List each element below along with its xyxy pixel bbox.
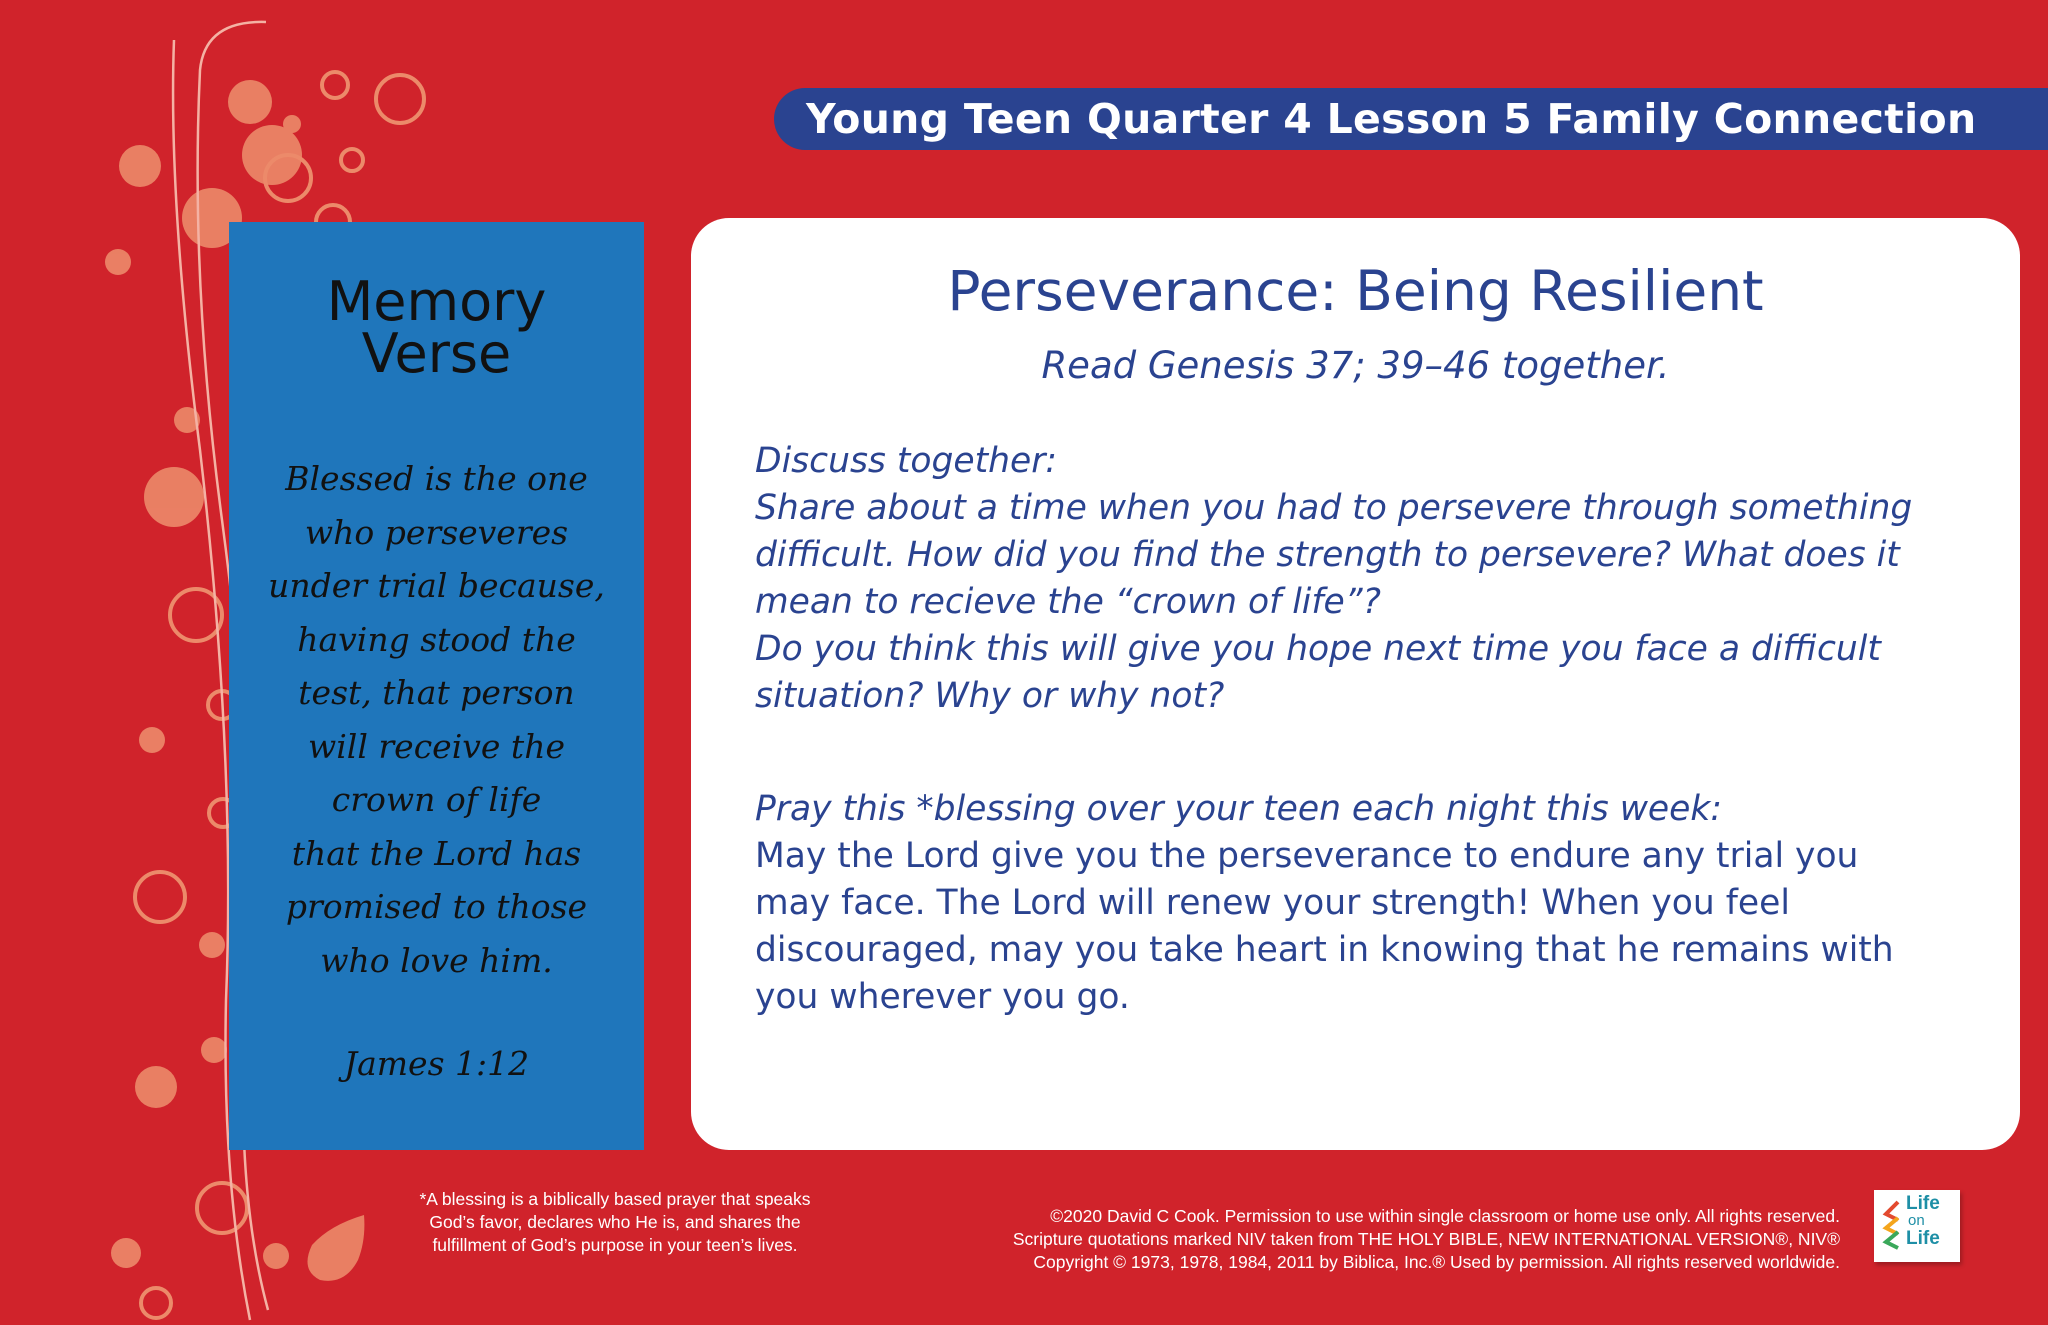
discussion-section xyxy=(755,438,1975,720)
lesson-card xyxy=(691,218,2020,1150)
copyright-line: Copyright © 1973, 1978, 1984, 2011 by Biblica, Inc.® Used by permission. All rights reserved worldwide. xyxy=(1033,1252,1840,1272)
copyright-notice xyxy=(860,1205,1840,1274)
discussion-line: situation? Why or why not? xyxy=(755,676,1225,716)
verse-line: who love him. xyxy=(320,940,553,980)
footnote-line: fulfillment of God’s purpose in your teen’s lives. xyxy=(432,1235,798,1255)
discussion-line: Discuss together: xyxy=(755,441,1058,481)
verse-line: Blessed is the one xyxy=(285,459,588,498)
prayer-section xyxy=(755,786,1975,1021)
memory-verse-panel xyxy=(229,222,644,1150)
logo-wordmark xyxy=(1906,1194,1958,1248)
verse-line: will receive the xyxy=(308,726,565,766)
logo-line: on xyxy=(1908,1212,1925,1229)
verse-line: crown of life xyxy=(331,780,542,819)
footnote-line: God’s favor, declares who He is, and shares the xyxy=(429,1212,801,1232)
life-on-life-logo xyxy=(1874,1190,1960,1262)
discussion-line: difficult. How did you find the strength to persevere? What does it xyxy=(755,535,1900,575)
reading-instruction: Read Genesis 37; 39–46 together. xyxy=(1041,344,1670,387)
verse-line: having stood the xyxy=(297,619,576,659)
verse-line: promised to those xyxy=(285,887,588,926)
blessing-footnote xyxy=(400,1188,830,1257)
copyright-line: Scripture quotations marked NIV taken from THE HOLY BIBLE, NEW INTERNATIONAL VERSION®, NIV® xyxy=(1012,1229,1840,1249)
discussion-line: mean to recieve the “crown of life”? xyxy=(755,582,1381,622)
memory-heading-line-2: Verse xyxy=(361,322,512,385)
logo-line: Life xyxy=(1906,1228,1940,1249)
banner-title: Young Teen Quarter 4 Lesson 5 Family Connection xyxy=(806,95,1977,143)
copyright-line: ©2020 David C Cook. Permission to use within single classroom or home use only. All rights reserved. xyxy=(1050,1206,1840,1226)
memory-verse-heading xyxy=(229,270,644,385)
memory-verse-text xyxy=(249,452,624,987)
blessing-line: May the Lord give you the perseverance to endure any trial you xyxy=(755,836,1859,876)
blessing-line: you wherever you go. xyxy=(755,977,1130,1017)
verse-line: under trial because, xyxy=(268,566,605,605)
lesson-title: Perseverance: Being Resilient xyxy=(947,259,1764,323)
verse-line: who perseveres xyxy=(304,512,569,552)
verse-reference: James 1:12 xyxy=(343,1044,530,1083)
logo-line: Life xyxy=(1906,1193,1940,1214)
discussion-line: Do you think this will give you hope next time you face a difficult xyxy=(755,629,1881,669)
life-on-life-logo-icon xyxy=(1880,1200,1904,1252)
verse-line: that the Lord has xyxy=(291,833,582,873)
discussion-line: Share about a time when you had to persevere through something xyxy=(755,488,1913,528)
prayer-intro: Pray this *blessing over your teen each night this week: xyxy=(755,789,1722,829)
footnote-line: *A blessing is a biblically based prayer that speaks xyxy=(419,1189,811,1209)
memory-heading-line-1: Memory xyxy=(326,270,547,333)
lesson-banner xyxy=(774,88,2048,150)
blessing-line: discouraged, may you take heart in knowing that he remains with xyxy=(755,930,1894,970)
blessing-line: may face. The Lord will renew your strength! When you feel xyxy=(755,883,1790,923)
verse-line: test, that person xyxy=(298,673,575,712)
